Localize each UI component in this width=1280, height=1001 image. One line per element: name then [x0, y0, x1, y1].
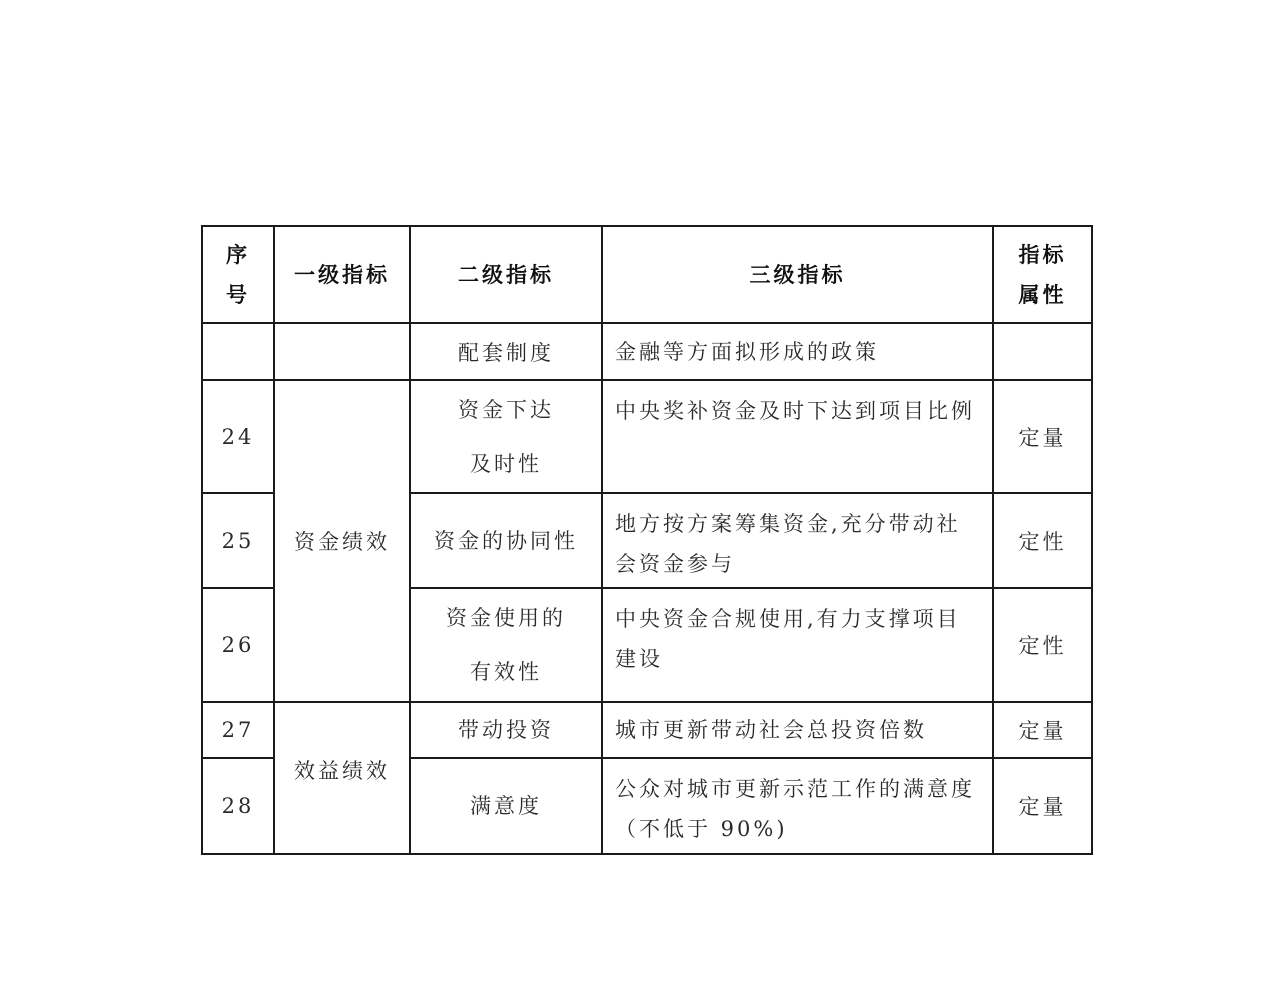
cell-level2 — [410, 758, 602, 854]
cell-level1 — [274, 323, 410, 380]
cell-level2-line: 资金使用的 — [446, 606, 566, 630]
cell-seq: 25 — [202, 493, 274, 588]
cell-level3: 中央奖补资金及时下达到项目比例 — [602, 380, 993, 493]
cell-level2-line: 有效性 — [470, 660, 542, 684]
cell-level3: 公众对城市更新示范工作的满意度（不低于 90%) — [602, 758, 993, 854]
indicator-table — [201, 225, 1093, 855]
cell-level3: 地方按方案筹集资金,充分带动社会资金参与 — [602, 493, 993, 588]
cell-attribute: 定量 — [993, 380, 1092, 493]
header-level2: 二级指标 — [410, 226, 602, 323]
header-attribute-line2: 属性 — [1018, 281, 1067, 307]
cell-level2-line: 带动投资 — [458, 718, 554, 742]
table-row — [202, 323, 1092, 380]
cell-attribute: 定性 — [993, 588, 1092, 702]
cell-seq: 27 — [202, 702, 274, 758]
header-attribute — [993, 226, 1092, 323]
table-row — [202, 702, 1092, 758]
cell-level2 — [410, 380, 602, 493]
header-level1: 一级指标 — [274, 226, 410, 323]
cell-level1-merged: 资金绩效 — [274, 380, 410, 702]
cell-seq: 28 — [202, 758, 274, 854]
cell-level2: 配套制度 — [410, 323, 602, 380]
cell-attribute: 定性 — [993, 493, 1092, 588]
cell-seq: 26 — [202, 588, 274, 702]
cell-level2-line: 资金的协同性 — [434, 528, 578, 553]
table-row — [202, 380, 1092, 493]
cell-attribute: 定量 — [993, 758, 1092, 854]
cell-seq — [202, 323, 274, 380]
cell-attribute: 定量 — [993, 702, 1092, 758]
table-header-row — [202, 226, 1092, 323]
cell-level3: 金融等方面拟形成的政策 — [602, 323, 993, 380]
cell-level2 — [410, 493, 602, 588]
header-seq-line1: 序 — [226, 241, 250, 267]
cell-seq: 24 — [202, 380, 274, 493]
cell-level2 — [410, 702, 602, 758]
cell-level2-line: 资金下达 — [458, 397, 554, 422]
cell-level3: 城市更新带动社会总投资倍数 — [602, 702, 993, 758]
header-seq-line2: 号 — [226, 281, 250, 307]
cell-level2-line: 及时性 — [470, 451, 542, 476]
header-seq — [202, 226, 274, 323]
header-attribute-line1: 指标 — [1018, 241, 1067, 267]
header-level3: 三级指标 — [602, 226, 993, 323]
cell-attribute — [993, 323, 1092, 380]
cell-level1-merged: 效益绩效 — [274, 702, 410, 854]
cell-level2-line: 满意度 — [470, 794, 542, 818]
cell-level3: 中央资金合规使用,有力支撑项目建设 — [602, 588, 993, 702]
cell-level2 — [410, 588, 602, 702]
